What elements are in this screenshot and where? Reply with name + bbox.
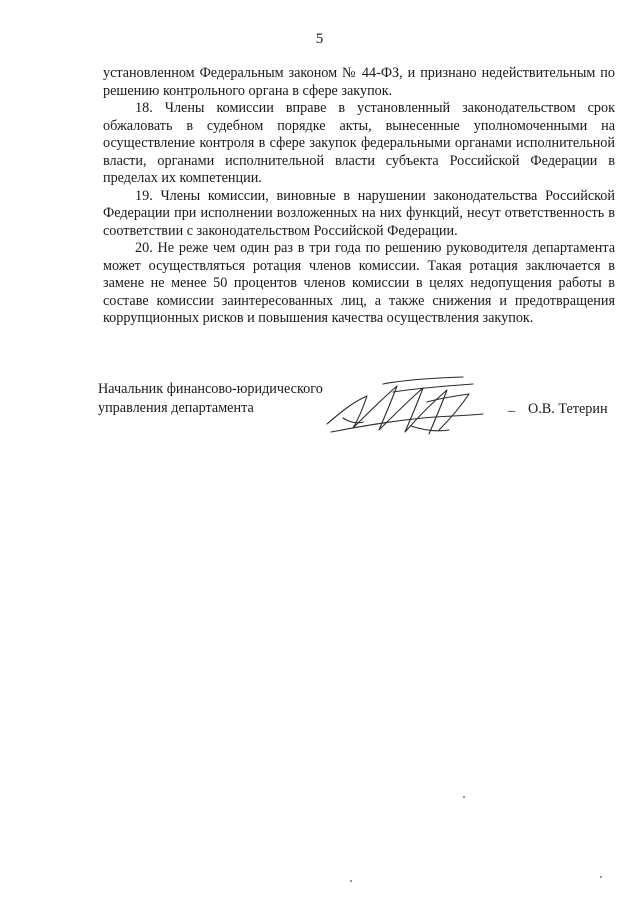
paragraph-continuation: установленном Федеральным законом № 44-ФЗ, и признано недействительным по решению контрольного органа в сфере закупок. [103,65,615,99]
scan-speck [463,796,465,798]
page-number: 5 [315,31,324,47]
signature-block [98,380,618,450]
paragraph-18: 18. Члены комиссии вправе в установленный законодательством срок обжаловать в судебном порядке акты, вынесенные уполномоченными на осуществление контроля в сфере закупок федеральными органами исполнительной власти, органами исполнительной власти субъекта Российской Федерации в пределах их компетенции. [103,100,615,186]
signatory-position-line1: Начальник финансово-юридического [98,381,323,397]
scan-speck [350,880,352,882]
document-body [103,65,615,328]
scan-speck [600,876,602,878]
signatory-position [98,380,358,418]
signatory-name: О.В. Тетерин [528,401,608,417]
signatory-position-line2: управления департамента [98,400,254,416]
paragraph-19: 19. Члены комиссии, виновные в нарушении законодательства Российской Федерации при исполнении возложенных на них функций, несут ответственность в соответствии с законодательством Российской Федерации. [103,187,615,239]
paragraph-20: 20. Не реже чем один раз в три года по решению руководителя департамента может осуществляться ротация членов комиссии. Такая ротация заключается в замене не менее 50 процентов членов комиссии в целях недопущения работы в составе комиссии заинтересованных лиц, а также снижения и предотвращения коррупционных рисков и повышения качества осуществления закупок. [103,240,615,326]
signature-dash: – [508,403,516,419]
handwritten-signature [323,372,503,444]
